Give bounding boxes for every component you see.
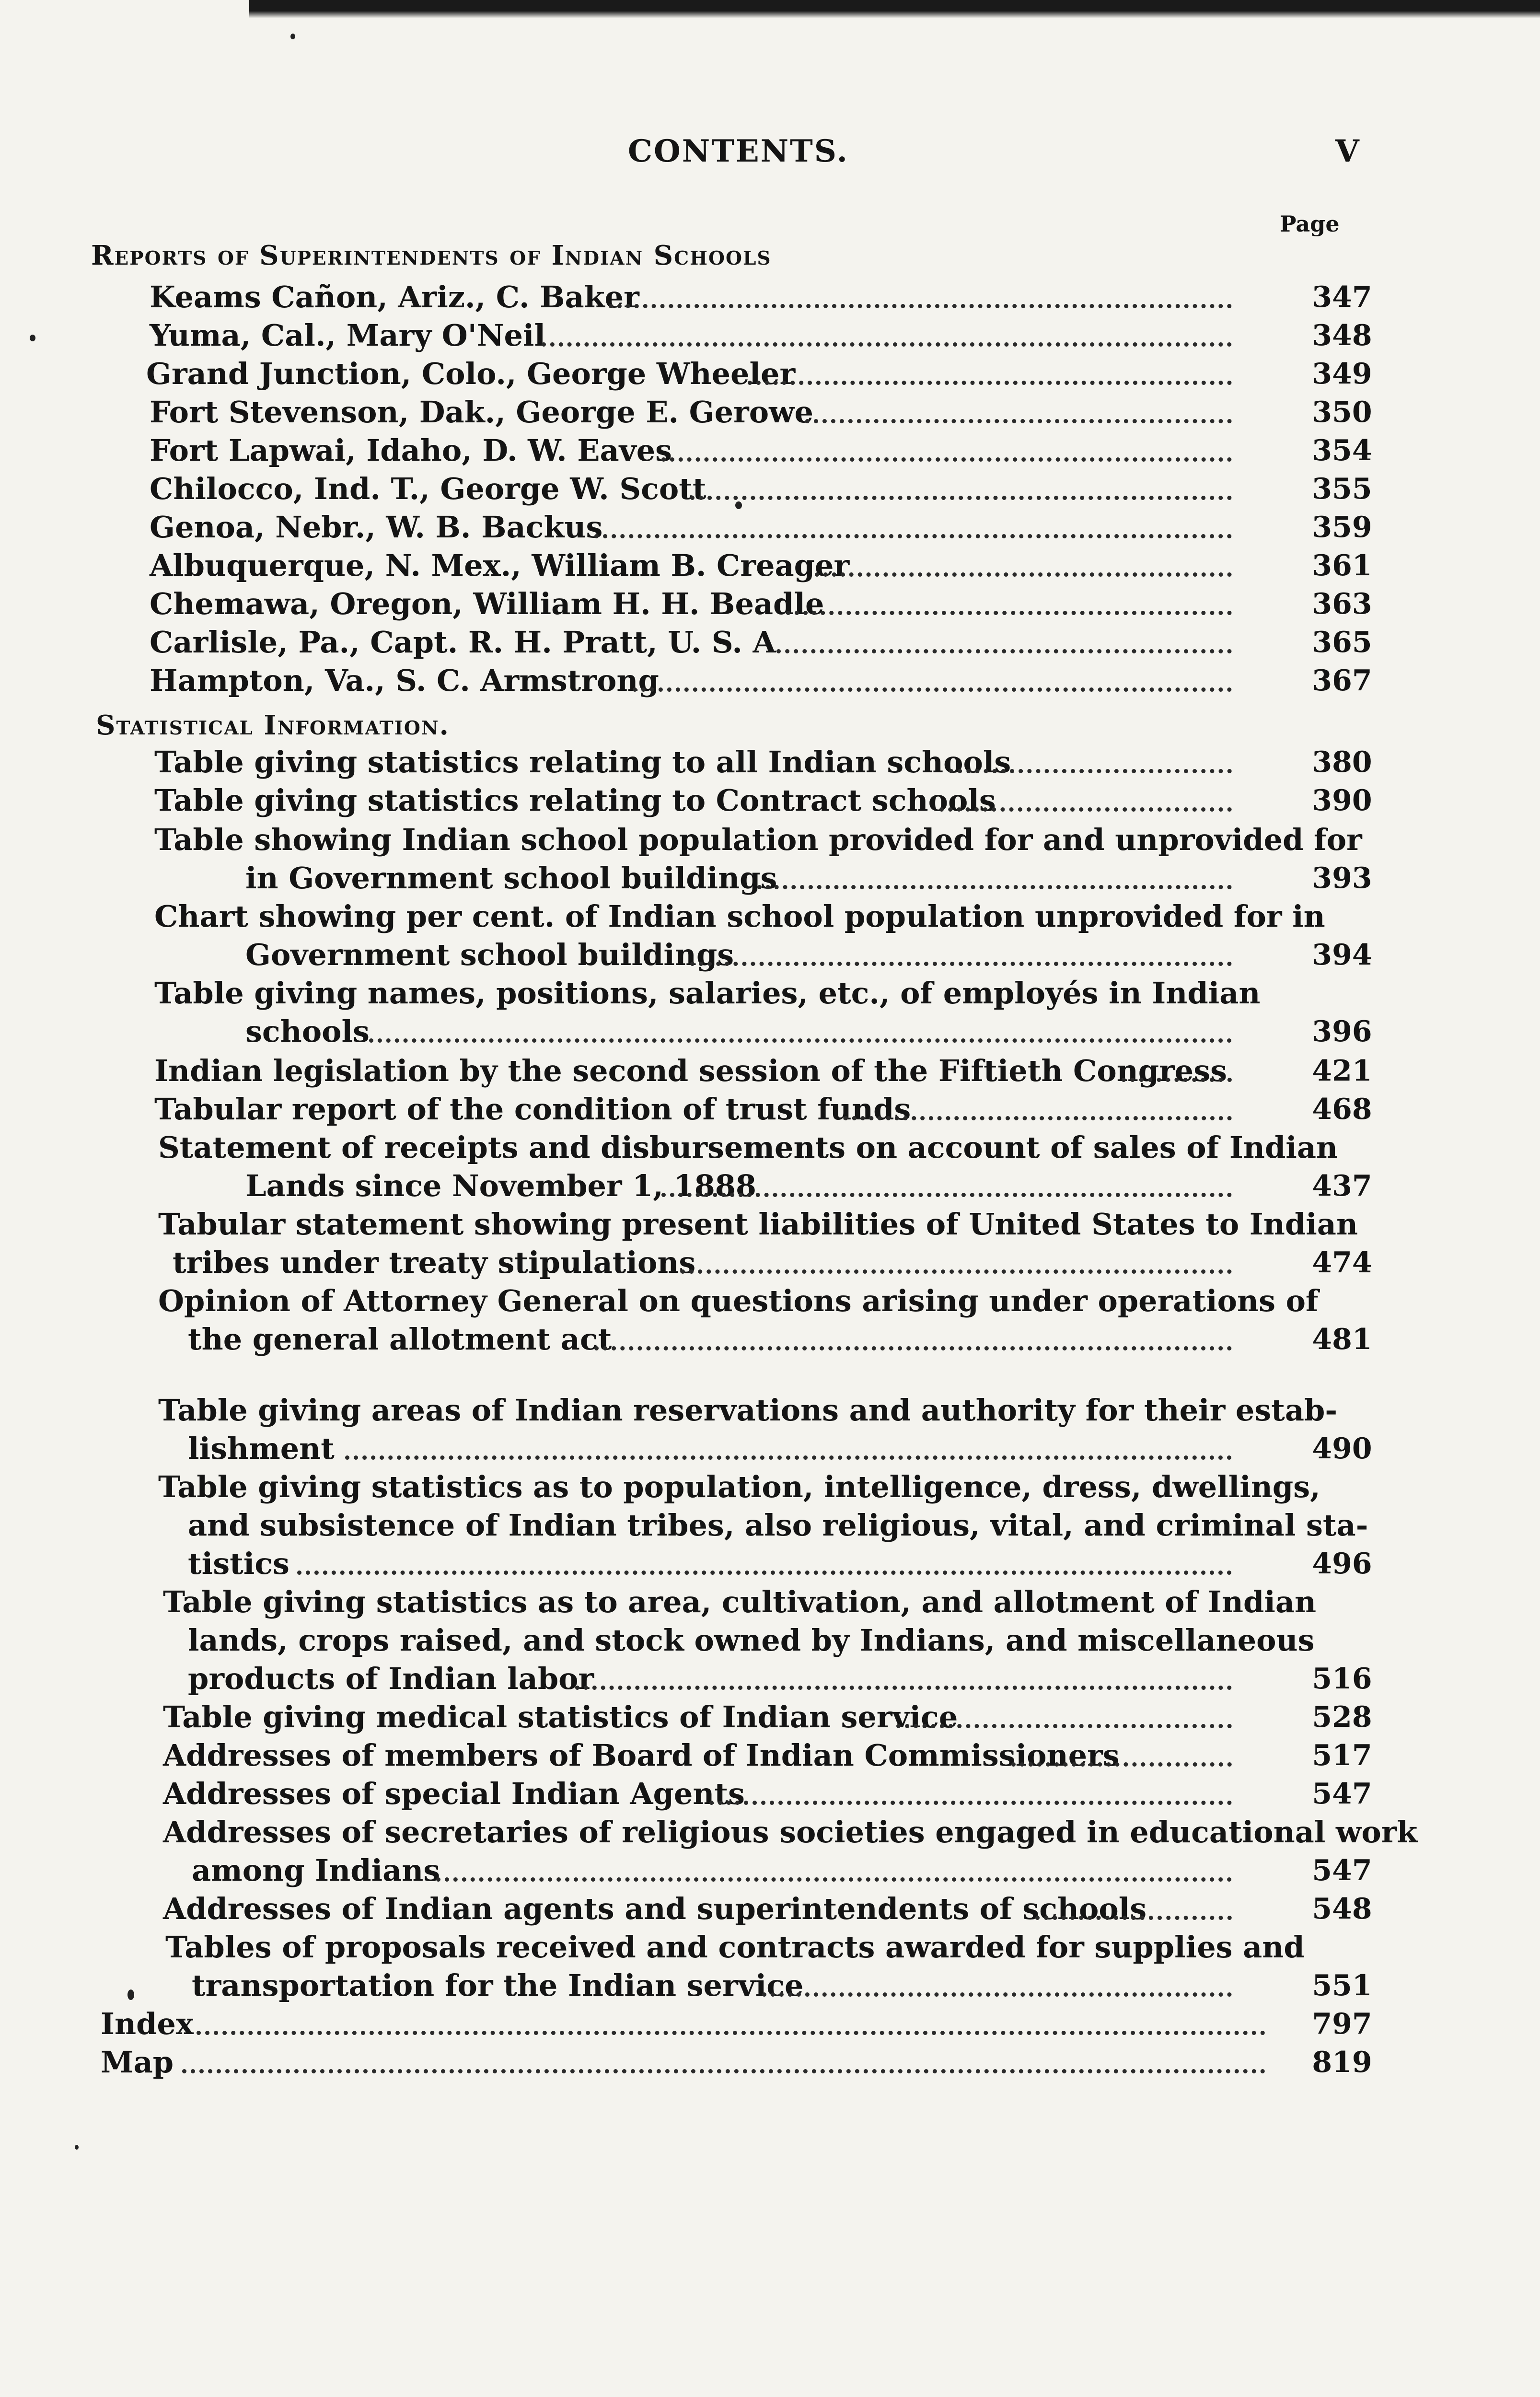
leader-dots (609, 304, 1232, 308)
toc-entry-page: 365 (1312, 626, 1372, 659)
toc-entry[interactable] (0, 2004, 1540, 2044)
toc-entry-page: 390 (1312, 784, 1372, 817)
toc-entry-page: 396 (1312, 1015, 1372, 1048)
toc-entry[interactable] (0, 354, 1540, 394)
toc-entry[interactable] (0, 546, 1540, 586)
leader-dots (709, 1801, 1232, 1805)
toc-entry-line: Table giving statistics as to population, intelligence, dress, dwellings, (158, 1469, 1320, 1504)
toc-entry-page: 496 (1312, 1547, 1372, 1581)
leader-dots (1122, 1078, 1232, 1082)
toc-entry-label: schools (245, 1014, 370, 1049)
leader-dots (182, 2069, 1265, 2073)
toc-entry-page: 819 (1312, 2046, 1372, 2079)
toc-entry-line: Chart showing per cent. of Indian school population unprovided for in (154, 899, 1325, 934)
toc-entry-page: 490 (1312, 1432, 1372, 1466)
scan-speck (290, 34, 295, 39)
toc-entry[interactable] (0, 1243, 1540, 1283)
toc-entry-label: Addresses of special Indian Agents (163, 1776, 745, 1811)
toc-entry-page: 350 (1312, 396, 1372, 429)
toc-entry-page: 551 (1312, 1969, 1372, 2002)
leader-dots (681, 1269, 1232, 1274)
toc-entry-line: Tabular statement showing present liabilities of United States to Indian (158, 1207, 1358, 1242)
toc-entry-label: among Indians (192, 1853, 440, 1888)
toc-entry-page: 474 (1312, 1246, 1372, 1280)
scan-top-edge (249, 0, 1540, 18)
leader-dots (844, 1116, 1232, 1120)
toc-entry[interactable] (0, 742, 1540, 782)
toc-entry-page: 547 (1312, 1854, 1372, 1887)
leader-dots (594, 1346, 1232, 1350)
toc-entry[interactable] (0, 1966, 1540, 2006)
toc-entry-page: 437 (1312, 1169, 1372, 1203)
toc-entry-label: Albuquerque, N. Mex., William B. Creager (150, 548, 850, 583)
toc-entry-line: Table giving names, positions, salaries, etc., of employés in Indian (154, 976, 1261, 1011)
toc-entry[interactable] (0, 780, 1540, 821)
leader-dots (815, 572, 1232, 577)
toc-entry[interactable] (0, 935, 1540, 975)
toc-entry-line: Opinion of Attorney General on questions arising under operations of (158, 1283, 1319, 1318)
toc-entry-page: 349 (1312, 357, 1372, 391)
leader-dots (949, 769, 1232, 773)
toc-entry-label: Genoa, Nebr., W. B. Backus (150, 510, 603, 545)
leader-dots (542, 342, 1232, 347)
toc-entry-line: Table giving areas of Indian reservations and authority for their estab- (158, 1393, 1338, 1428)
toc-entry-page: 421 (1312, 1054, 1372, 1088)
toc-entry-page: 355 (1312, 472, 1372, 506)
toc-entry[interactable] (0, 1319, 1540, 1360)
leader-dots (575, 1686, 1232, 1690)
toc-entry[interactable] (0, 277, 1540, 317)
leader-dots (594, 534, 1232, 538)
toc-entry-label: the general allotment act (188, 1322, 612, 1357)
page-numeral: V (1335, 133, 1359, 169)
toc-entry-page: 517 (1312, 1739, 1372, 1772)
toc-entry-label: Fort Stevenson, Dak., George E. Gerowe (150, 395, 813, 430)
toc-entry[interactable] (0, 1889, 1540, 1929)
toc-entry-label: Government school buildings (245, 937, 734, 972)
toc-entry-label: Tabular report of the condition of trust funds (154, 1092, 911, 1127)
leader-dots (1035, 1916, 1232, 1920)
toc-entry-page: 528 (1312, 1700, 1372, 1734)
leader-dots (345, 1455, 1232, 1460)
toc-entry-label: lishment (188, 1431, 335, 1466)
toc-entry-label: Chilocco, Ind. T., George W. Scott (150, 471, 706, 506)
toc-entry-label: Hampton, Va., S. C. Armstrong (150, 663, 659, 698)
toc-entry[interactable] (0, 469, 1540, 509)
toc-entry-label: Yuma, Cal., Mary O'Neil (150, 318, 546, 353)
toc-entry-page: 348 (1312, 319, 1372, 352)
toc-entry-line: lands, crops raised, and stock owned by Indians, and miscellaneous (188, 1623, 1315, 1658)
toc-entry[interactable] (0, 392, 1540, 432)
toc-entry[interactable] (0, 507, 1540, 547)
toc-entry-label: Table giving statistics relating to all Indian schools (154, 745, 1011, 780)
toc-entry[interactable] (0, 1089, 1540, 1129)
leader-dots (661, 1193, 1232, 1197)
toc-entry-page: 380 (1312, 745, 1372, 779)
toc-entry[interactable] (0, 622, 1540, 663)
section-heading-reports: Reports of Superintendents of Indian Schools (91, 240, 772, 271)
leader-dots (896, 1724, 1232, 1728)
leader-dots (748, 381, 1232, 385)
leader-dots (297, 1571, 1232, 1575)
toc-entry-label: Chemawa, Oregon, William H. H. Beadle (150, 586, 824, 621)
leader-dots (436, 1877, 1232, 1882)
page-title: CONTENTS. (628, 133, 849, 169)
toc-entry-label: Lands since November 1, 1888 (245, 1168, 757, 1203)
toc-entry-page: 548 (1312, 1892, 1372, 1926)
leader-dots (369, 1038, 1232, 1043)
scan-speck (127, 1990, 134, 2000)
toc-entry-page: 516 (1312, 1662, 1372, 1696)
toc-entry-page: 547 (1312, 1777, 1372, 1811)
toc-entry-label: products of Indian labor (188, 1661, 594, 1696)
toc-entry-page: 363 (1312, 587, 1372, 621)
toc-entry-page: 354 (1312, 434, 1372, 467)
toc-entry-page: 361 (1312, 549, 1372, 582)
toc-entry[interactable] (0, 1051, 1540, 1091)
toc-entry[interactable] (0, 858, 1540, 898)
toc-entry[interactable] (0, 315, 1540, 356)
toc-entry-page: 797 (1312, 2007, 1372, 2041)
toc-entry-label: Keams Cañon, Ariz., C. Baker (150, 279, 639, 314)
toc-entry-page: 359 (1312, 511, 1372, 544)
leader-dots (757, 885, 1232, 889)
page-column-label: Page (1280, 211, 1340, 237)
toc-entry-label: Map (101, 2045, 174, 2080)
scan-speck (30, 335, 35, 341)
toc-entry[interactable] (0, 661, 1540, 701)
toc-entry-label: Table giving medical statistics of Indian service (163, 1699, 958, 1734)
leader-dots (690, 962, 1232, 966)
toc-entry[interactable] (0, 1697, 1540, 1737)
toc-entry-line: Statement of receipts and disbursements on account of sales of Indian (158, 1130, 1338, 1165)
toc-entry-line: Table showing Indian school population provided for and unprovided for (154, 822, 1362, 857)
leader-dots (197, 2031, 1265, 2035)
toc-entry-label: Indian legislation by the second session of the Fiftieth Congress (154, 1053, 1227, 1088)
section-heading-statistical: Statistical Information. (96, 710, 450, 741)
toc-entry-page: 393 (1312, 861, 1372, 895)
toc-entry-label: Carlisle, Pa., Capt. R. H. Pratt, U. S. A (150, 625, 776, 660)
leader-dots (762, 1992, 1232, 1997)
toc-entry-line: Tables of proposals received and contracts awarded for supplies and (165, 1930, 1305, 1965)
scan-speck (75, 2145, 79, 2150)
toc-entry-page: 367 (1312, 664, 1372, 698)
leader-dots (661, 457, 1232, 462)
leader-dots (939, 807, 1232, 812)
toc-entry-label: Addresses of Indian agents and superintendents of schools (163, 1891, 1147, 1926)
toc-entry[interactable] (0, 1166, 1540, 1206)
toc-entry-label: Table giving statistics relating to Contract schools (154, 783, 996, 818)
toc-entry[interactable] (0, 1012, 1540, 1052)
leader-dots (633, 687, 1232, 692)
toc-entry-page: 347 (1312, 280, 1372, 314)
toc-entry-page: 481 (1312, 1323, 1372, 1356)
toc-entry[interactable] (0, 2042, 1540, 2083)
leader-dots (1011, 1762, 1232, 1767)
toc-entry[interactable] (0, 1850, 1540, 1891)
toc-entry-line: Table giving statistics as to area, cultivation, and allotment of Indian (163, 1584, 1317, 1619)
toc-entry[interactable] (0, 1774, 1540, 1814)
toc-entry-line: Addresses of secretaries of religious societies engaged in educational work (163, 1815, 1418, 1850)
toc-entry-page: 394 (1312, 938, 1372, 972)
toc-entry-label: tistics (188, 1546, 289, 1581)
toc-entry[interactable] (0, 584, 1540, 624)
toc-entry[interactable] (0, 1735, 1540, 1776)
toc-entry-label: Grand Junction, Colo., George Wheeler (146, 356, 796, 391)
toc-entry-label: tribes under treaty stipulations (173, 1245, 696, 1280)
leader-dots (776, 649, 1232, 653)
toc-entry-label: Index (101, 2006, 194, 2041)
toc-entry-label: transportation for the Indian service (192, 1968, 804, 2003)
toc-entry[interactable] (0, 1429, 1540, 1469)
scan-speck (735, 501, 742, 509)
toc-entry[interactable] (0, 431, 1540, 471)
toc-entry-label: Addresses of members of Board of Indian Commissioners (163, 1738, 1120, 1773)
leader-dots (786, 611, 1232, 615)
leader-dots (805, 419, 1232, 423)
toc-entry-label: Fort Lapwai, Idaho, D. W. Eaves (150, 433, 672, 468)
toc-entry-label: in Government school buildings (245, 861, 777, 896)
toc-entry-page: 468 (1312, 1093, 1372, 1126)
toc-entry[interactable] (0, 1659, 1540, 1699)
leader-dots (690, 496, 1232, 500)
toc-entry[interactable] (0, 1544, 1540, 1584)
toc-entry-line: and subsistence of Indian tribes, also religious, vital, and criminal sta- (188, 1508, 1368, 1543)
